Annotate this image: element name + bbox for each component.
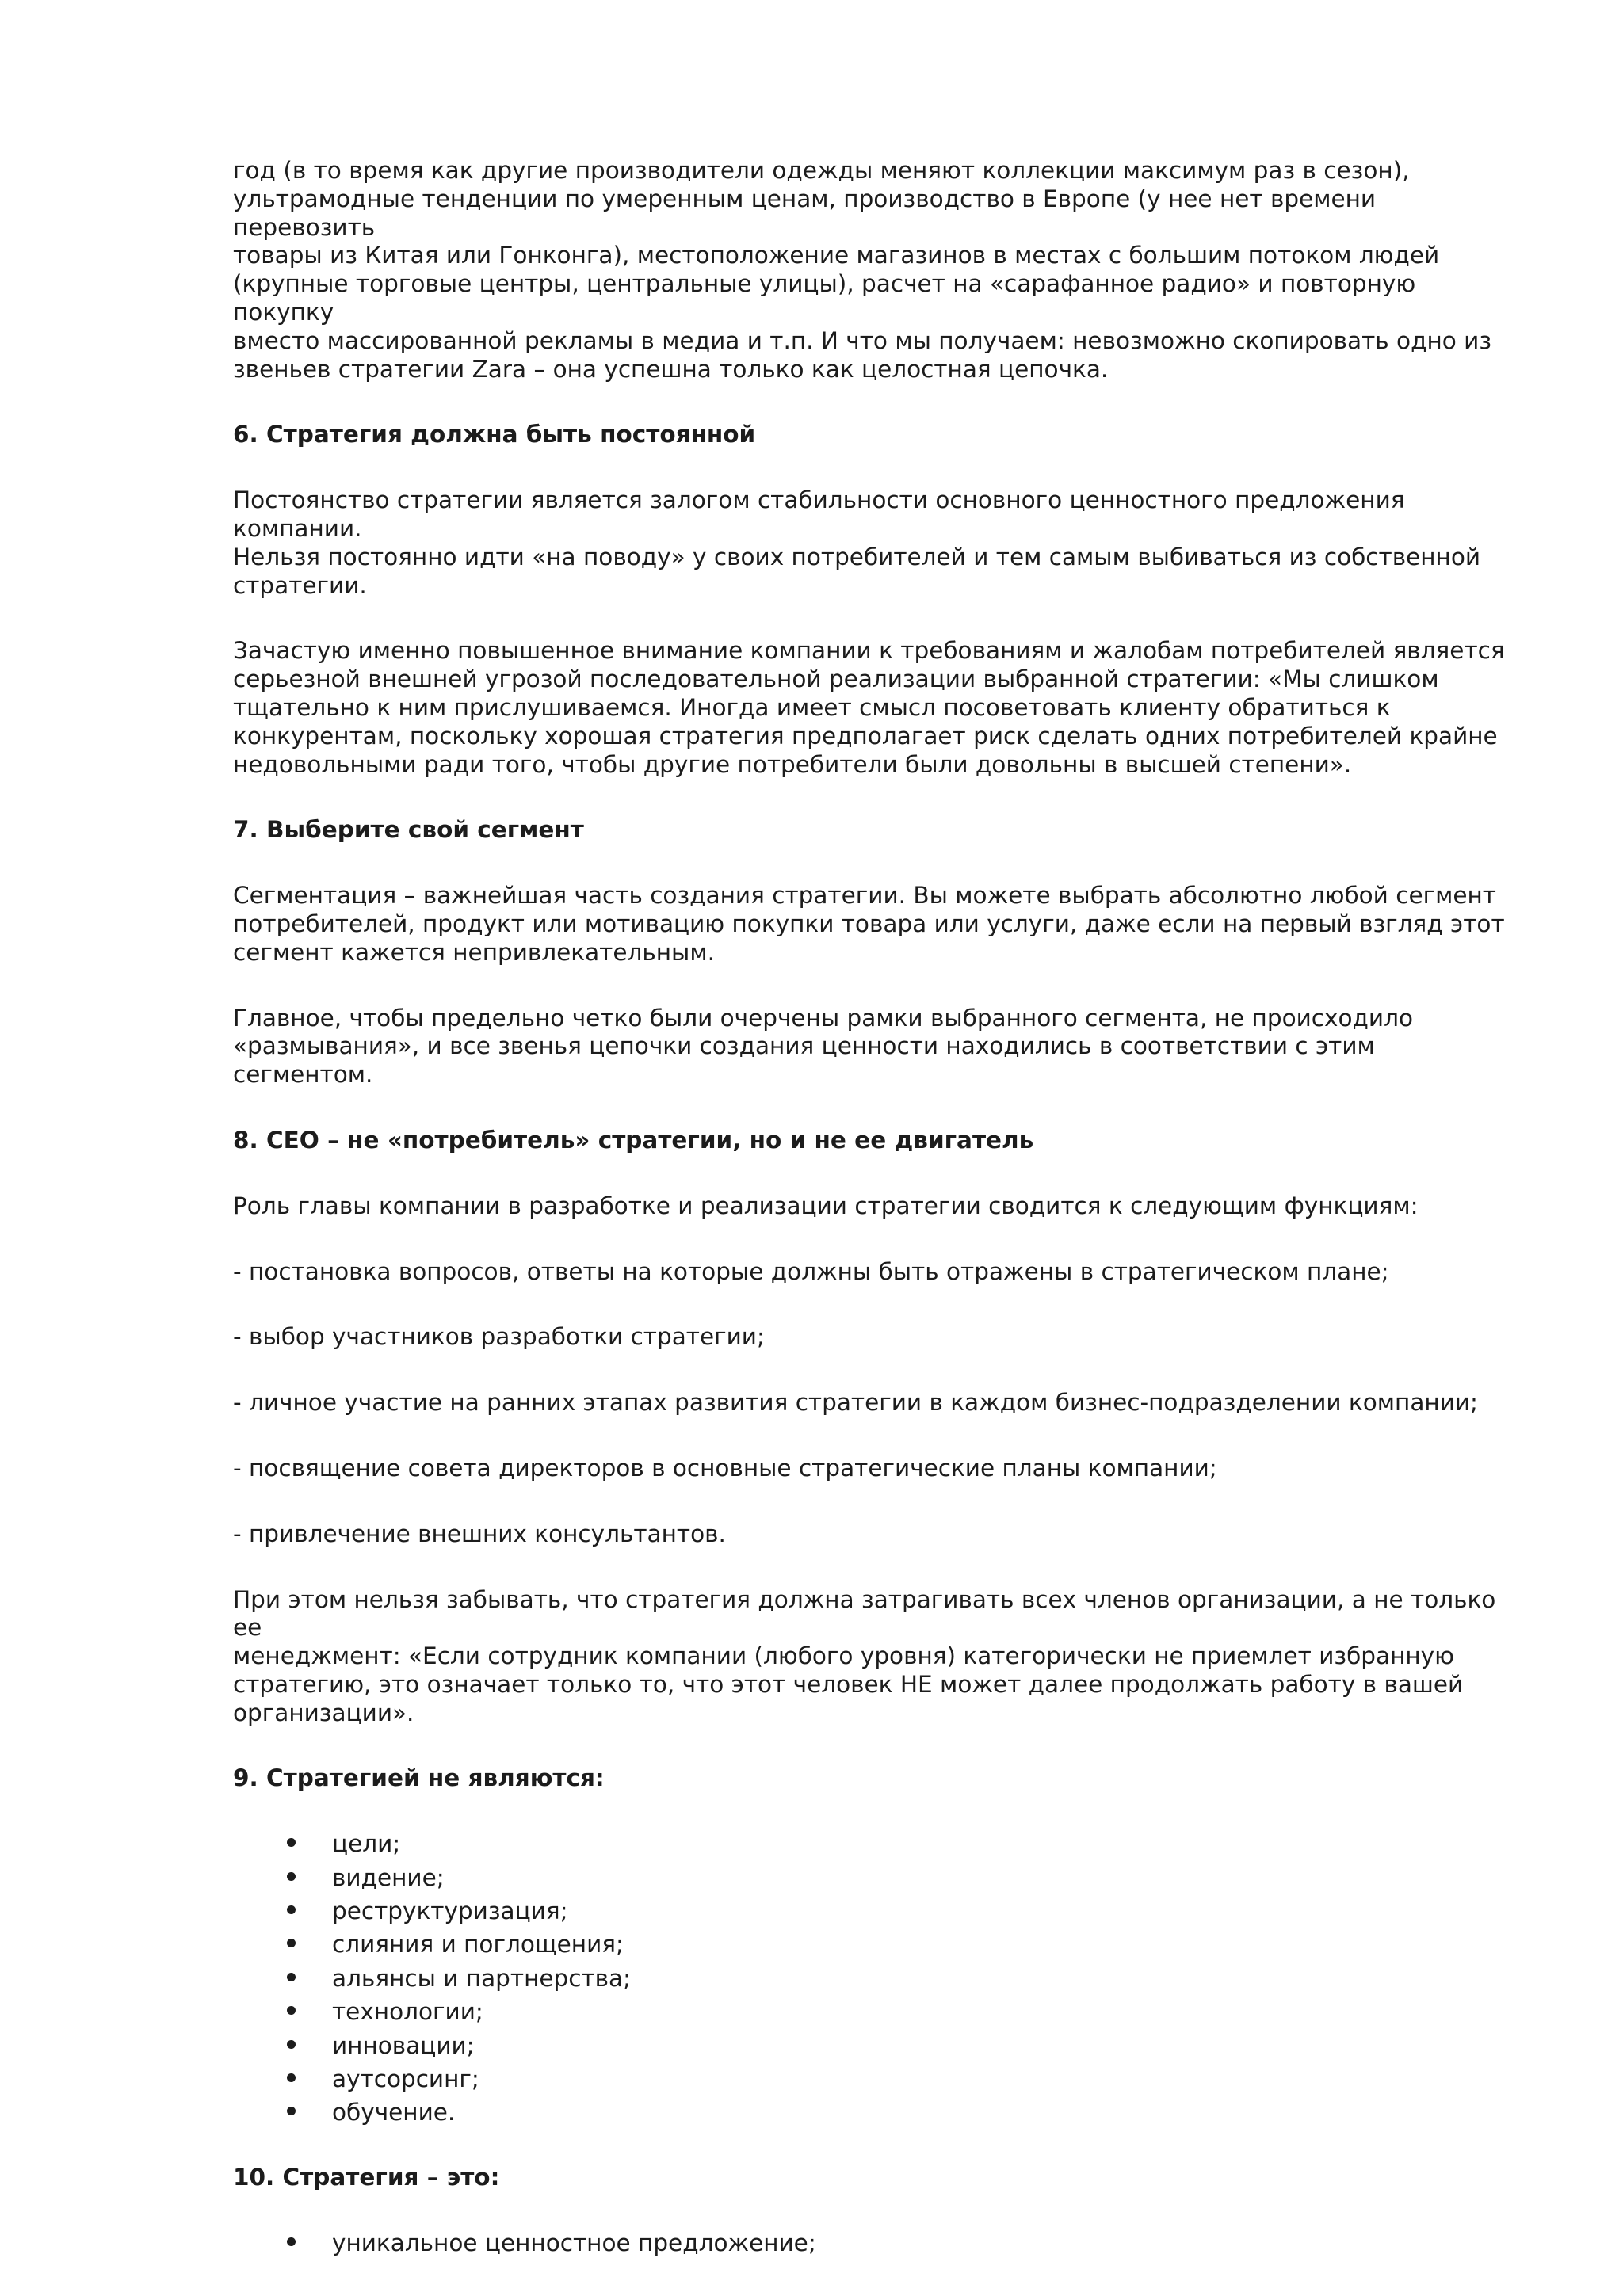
section-6-heading: 6. Стратегия должна быть постоянной [233, 421, 756, 448]
text-line: менеджмент: «Если сотрудник компании (любого уровня) категорически не приемлет избранную [233, 1642, 1454, 1670]
list-item: аутсорсинг; [233, 2062, 1512, 2096]
text-line: Нельзя постоянно идти «на поводу» у своих потребителей и тем самым выбиваться из собственной [233, 543, 1481, 570]
list-item: уникальное ценностное предложение; [233, 2226, 1512, 2260]
section-10-heading: 10. Стратегия – это: [233, 2163, 500, 2191]
section-9-heading: 9. Стратегией не являются: [233, 1764, 605, 1792]
ceo-function-item: - личное участие на ранних этапах развития стратегии в каждом бизнес-подразделении компании; [233, 1389, 1478, 1417]
section-8-paragraph [233, 1586, 1512, 1728]
text-line: Главное, чтобы предельно четко были очерчены рамки выбранного сегмента, не происходило [233, 1004, 1413, 1032]
section-8-intro: Роль главы компании в разработке и реализации стратегии сводится к следующим функциям: [233, 1192, 1419, 1219]
strategy-is-list [233, 2226, 1512, 2260]
list-item: видение; [233, 1861, 1512, 1894]
text-line: год (в то время как другие производители одежды меняют коллекции максимум раз в сезон), [233, 157, 1410, 184]
section-7-paragraph-1 [233, 882, 1512, 967]
section-8-heading: 8. CEO – не «потребитель» стратегии, но и не ее двигатель [233, 1126, 1034, 1154]
ceo-function-item: - выбор участников разработки стратегии; [233, 1323, 765, 1351]
text-line: ультрамодные тенденции по умеренным ценам, производство в Европе (у нее нет времени перевозить [233, 185, 1377, 241]
list-item: цели; [233, 1827, 1512, 1860]
bullet-icon [287, 2107, 296, 2115]
bullet-icon [287, 2073, 296, 2082]
section-6-paragraph-1 [233, 486, 1512, 600]
list-item: реструктуризация; [233, 1894, 1512, 1928]
text-line: Постоянство стратегии является залогом стабильности основного ценностного предложения компании. [233, 486, 1405, 542]
text-line: сегмент кажется непривлекательным. [233, 938, 715, 966]
bullet-icon [287, 1905, 296, 1914]
text-line: недовольными ради того, чтобы другие потребители были довольны в высшей степени». [233, 750, 1352, 778]
text-line: стратегию, это означает только то, что этот человек НЕ может далее продолжать работу в вашей [233, 1670, 1464, 1698]
text-line: Зачастую именно повышенное внимание компании к требованиям и жалобам потребителей является [233, 637, 1505, 665]
ceo-function-item: - посвящение совета директоров в основные стратегические планы компании; [233, 1454, 1217, 1482]
text-line: (крупные торговые центры, центральные улицы), расчет на «сарафанное радио» и повторную покупку [233, 270, 1416, 326]
text-line: потребителей, продукт или мотивацию покупки товара или услуги, даже если на первый взгляд этот [233, 910, 1505, 937]
intro-paragraph [233, 157, 1512, 383]
text-line: звеньев стратегии Zara – она успешна только как целостная цепочка. [233, 355, 1109, 383]
text-line: серьезной внешней угрозой последовательной реализации выбранной стратегии: «Мы слишком [233, 666, 1439, 693]
list-item: технологии; [233, 1995, 1512, 2028]
text-line: Сегментация – важнейшая часть создания стратегии. Вы можете выбрать абсолютно любой сегмент [233, 882, 1496, 910]
bullet-icon [287, 1973, 296, 1981]
section-7-paragraph-2 [233, 1005, 1512, 1089]
text-line: товары из Китая или Гонконга), местоположение магазинов в местах с большим потоком людей [233, 242, 1440, 269]
ceo-function-item: - привлечение внешних консультантов. [233, 1520, 726, 1547]
text-line: тщательно к ним прислушиваемся. Иногда имеет смысл посоветовать клиенту обратиться к [233, 693, 1391, 721]
section-7-heading: 7. Выберите свой сегмент [233, 816, 584, 844]
ceo-function-item: - постановка вопросов, ответы на которые должны быть отражены в стратегическом плане; [233, 1257, 1389, 1285]
text-line: вместо массированной рекламы в медиа и т.п. И что мы получаем: невозможно скопировать одно из [233, 326, 1492, 354]
list-item: слияния и поглощения; [233, 1928, 1512, 1961]
list-item: инновации; [233, 2029, 1512, 2062]
text-line: организации». [233, 1699, 414, 1726]
bullet-icon [287, 2237, 296, 2246]
bullet-icon [287, 1838, 296, 1847]
section-6-paragraph-2 [233, 637, 1512, 779]
bullet-icon [287, 1872, 296, 1881]
bullet-icon [287, 1939, 296, 1947]
text-line: конкурентам, поскольку хорошая стратегия предполагает риск сделать одних потребителей крайне [233, 722, 1498, 749]
text-line: При этом нельзя забывать, что стратегия должна затрагивать всех членов организации, а не только ее [233, 1585, 1496, 1642]
bullet-icon [287, 2040, 296, 2049]
bullet-icon [287, 2006, 296, 2015]
text-line: стратегии. [233, 571, 367, 599]
text-line: «размывания», и все звенья цепочки создания ценности находились в соответствии с этим сегментом. [233, 1032, 1375, 1089]
not-strategy-list [233, 1827, 1512, 2130]
list-item: альянсы и партнерства; [233, 1962, 1512, 1995]
list-item: обучение. [233, 2096, 1512, 2129]
